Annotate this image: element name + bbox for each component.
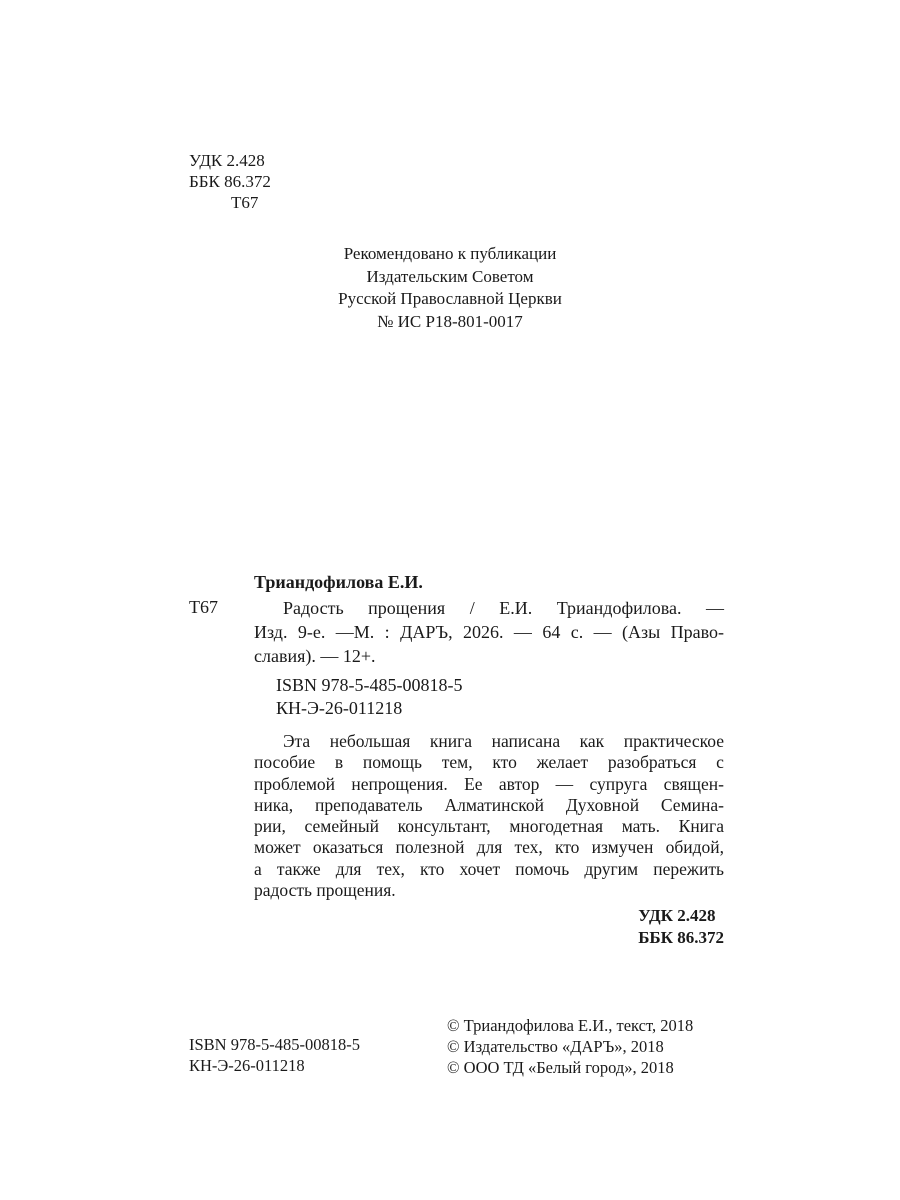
top-classification <box>189 150 271 213</box>
word: желает <box>536 752 589 773</box>
abstract-line <box>254 880 724 901</box>
word: для <box>335 858 362 879</box>
word: 2026. <box>463 622 504 642</box>
udk-code: УДК 2.428 <box>638 906 716 925</box>
word: — <box>555 773 574 794</box>
word: — <box>320 646 339 666</box>
abstract-line <box>254 859 724 880</box>
word: Радость <box>283 598 344 618</box>
abstract-line <box>254 816 724 837</box>
word: 64 <box>542 622 561 642</box>
word: проблемой <box>254 773 336 794</box>
abstract-line <box>254 752 724 773</box>
copyright-line: © Триандофилова Е.И., текст, 2018 <box>447 1016 694 1035</box>
word: тем, <box>441 752 473 773</box>
word: с <box>716 752 724 773</box>
word: Изд. <box>254 622 288 642</box>
word: с. <box>570 622 584 642</box>
bibliographic-description <box>254 596 724 668</box>
recommendation-line: Рекомендовано к публикации <box>343 244 557 263</box>
word: / <box>469 598 475 618</box>
word: супруга <box>589 773 648 794</box>
word: измучен <box>591 837 654 858</box>
word: Духовной <box>565 794 640 815</box>
recommendation-line: Издательским Советом <box>366 266 534 286</box>
copyright-block <box>447 1015 693 1078</box>
word: помочь <box>515 858 570 879</box>
word: преподаватель <box>314 794 423 815</box>
recommendation-line: Русской Православной Церкви <box>338 289 562 308</box>
description-line <box>254 644 724 668</box>
word: Е.И. <box>499 598 533 618</box>
copyright-line: © ООО ТД «Белый город», 2018 <box>447 1058 674 1077</box>
bbk-code: ББК 86.372 <box>189 172 271 191</box>
word: 9-е. <box>297 622 326 642</box>
word: семейный <box>304 816 379 837</box>
recommendation-block <box>0 243 900 333</box>
word: тех, <box>376 858 405 879</box>
word: Алматинской <box>444 794 544 815</box>
word: для <box>476 837 503 858</box>
word: рии, <box>254 816 286 837</box>
word: — <box>513 622 532 642</box>
word: обидой, <box>665 837 724 858</box>
catalog-author-mark: Т67 <box>189 597 218 617</box>
word: —М. <box>335 622 375 642</box>
abstract-line <box>254 795 724 816</box>
footer-kn-code: КН-Э-26-011218 <box>189 1056 305 1075</box>
word: разобраться <box>607 752 697 773</box>
word: кто <box>492 752 517 773</box>
word: прощения. <box>316 880 396 901</box>
word: практическое <box>623 731 724 751</box>
word: славия). <box>254 646 316 666</box>
kn-code: КН-Э-26-011218 <box>276 698 403 718</box>
description-line <box>254 596 724 620</box>
word: пережить <box>653 858 724 879</box>
word: ДАРЪ, <box>400 622 453 642</box>
word: а <box>254 858 262 879</box>
word: мать. <box>621 816 660 837</box>
abstract-line <box>254 774 724 795</box>
word: Право- <box>670 622 724 642</box>
word: написана <box>491 731 561 751</box>
word: Эта <box>283 731 311 751</box>
bbk-code: ББК 86.372 <box>638 928 724 947</box>
description-line <box>254 620 724 644</box>
word: радость <box>254 880 313 901</box>
footer-identifiers <box>189 1034 360 1076</box>
catalog-classification <box>638 905 724 949</box>
copyright-line: © Издательство «ДАРЪ», 2018 <box>447 1037 664 1056</box>
word: автор <box>498 773 540 794</box>
word: другим <box>584 858 639 879</box>
word: — <box>705 598 724 618</box>
word: помощь <box>362 752 422 773</box>
word: 12+. <box>342 646 376 666</box>
word: ника, <box>254 794 294 815</box>
word: оказаться <box>312 837 384 858</box>
udk-code: УДК 2.428 <box>189 151 265 170</box>
footer-isbn: ISBN 978-5-485-00818-5 <box>189 1035 360 1054</box>
abstract-line <box>254 837 724 858</box>
word: кто <box>419 858 445 879</box>
word: священ- <box>663 773 724 794</box>
word: кто <box>554 837 580 858</box>
word: Триандофилова. <box>556 598 682 618</box>
word: — <box>593 622 612 642</box>
book-abstract <box>254 731 724 901</box>
author-mark: Т67 <box>231 193 259 212</box>
catalog-author: Триандофилова Е.И. <box>254 572 423 592</box>
abstract-line <box>254 731 724 752</box>
word: непрощения. <box>351 773 448 794</box>
isbn: ISBN 978-5-485-00818-5 <box>276 675 463 695</box>
word: прощения <box>368 598 446 618</box>
word: хочет <box>459 858 501 879</box>
word: может <box>254 837 301 858</box>
word: также <box>276 858 321 879</box>
word: многодетная <box>509 816 604 837</box>
word: Ее <box>464 773 483 794</box>
word: (Азы <box>622 622 661 642</box>
word: Книга <box>678 816 724 837</box>
word: Семина- <box>660 794 724 815</box>
catalog-identifiers <box>276 674 463 720</box>
word: в <box>334 752 344 773</box>
word: пособие <box>254 752 316 773</box>
word: полезной <box>395 837 465 858</box>
word: тех, <box>514 837 543 858</box>
word: : <box>384 622 390 642</box>
word: как <box>579 731 605 751</box>
word: книга <box>429 731 473 751</box>
word: консультант, <box>397 816 491 837</box>
word: небольшая <box>329 731 411 751</box>
recommendation-number: № ИС Р18-801-0017 <box>377 311 523 331</box>
